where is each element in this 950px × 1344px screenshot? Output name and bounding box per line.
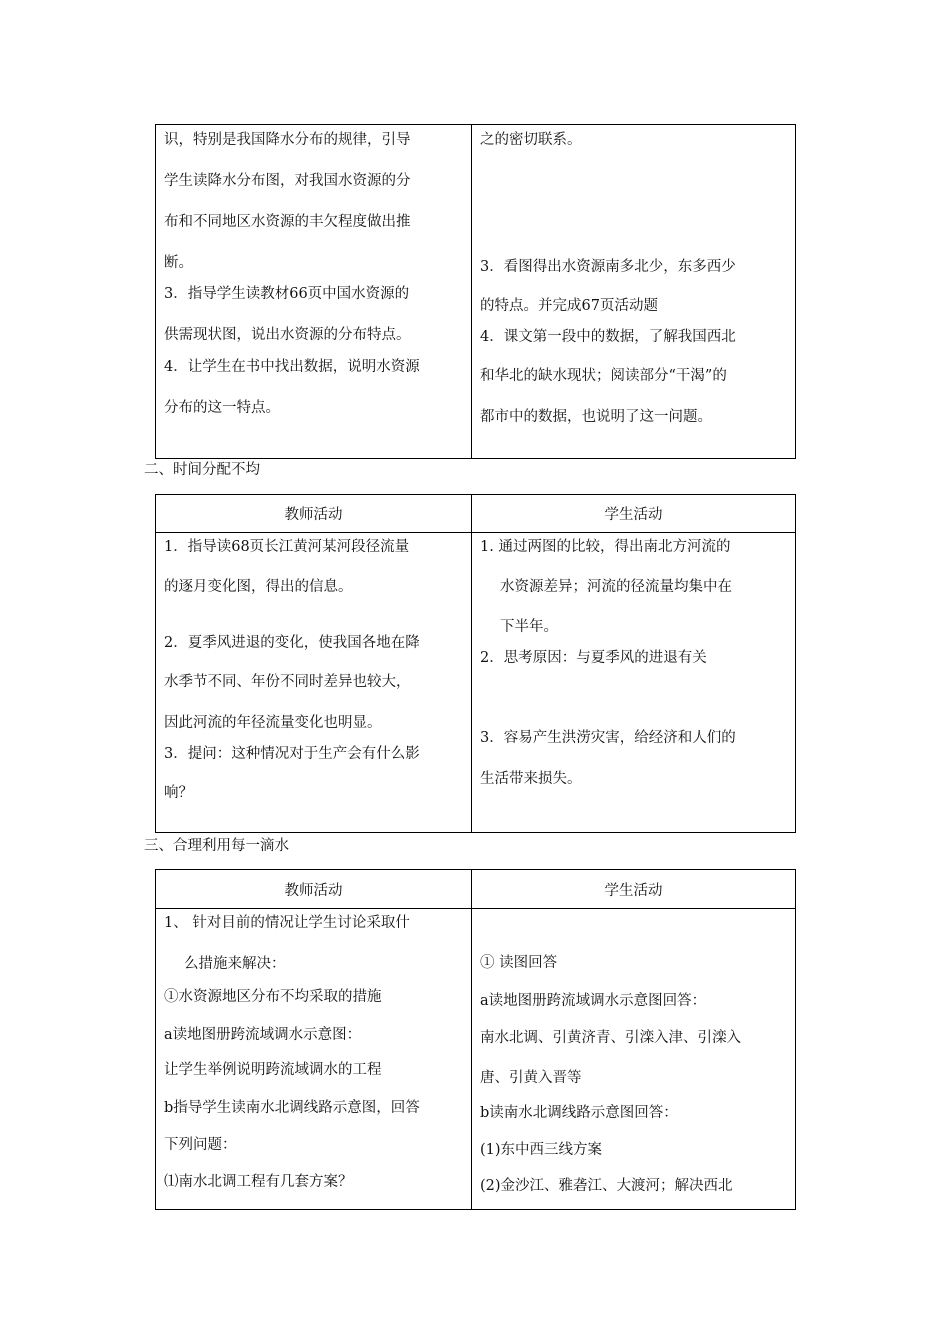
text-line: 1、 针对目前的情况让学生讨论采取什 xyxy=(164,915,410,931)
text-line: 下列问题： xyxy=(164,1137,237,1153)
text-line: b读南水北调线路示意图回答： xyxy=(480,1105,678,1121)
text-line: 1. 通过两图的比较，得出南北方河流的 xyxy=(480,539,731,555)
text-line: 3．提问：这种情况对于生产会有什么影 xyxy=(164,746,420,762)
text-line: 学生读降水分布图，对我国水资源的分 xyxy=(164,173,411,189)
table-time-distribution xyxy=(155,494,796,833)
text-line: 2．夏季风进退的变化，使我国各地在降 xyxy=(164,635,420,651)
table-continued xyxy=(155,124,796,459)
text-line: (2)金沙江、雅砻江、大渡河；解决西北 xyxy=(480,1178,733,1194)
text-line: 3．容易产生洪涝灾害，给经济和人们的 xyxy=(480,730,736,746)
section-heading: 三、合理利用每一滴水 xyxy=(144,838,289,854)
text-line: 响？ xyxy=(164,785,193,801)
text-line: 生活带来损失。 xyxy=(480,771,582,787)
student-activity-cell xyxy=(472,533,795,832)
text-line: ⑴南水北调工程有几套方案？ xyxy=(164,1174,353,1190)
text-line: 布和不同地区水资源的丰欠程度做出推 xyxy=(164,214,411,230)
student-activity-cell xyxy=(472,909,795,1209)
text-line: 因此河流的年径流量变化也明显。 xyxy=(164,715,382,731)
text-line: 3．看图得出水资源南多北少，东多西少 xyxy=(480,259,736,275)
text-line: 水季节不同、年份不同时差异也较大， xyxy=(164,674,411,690)
text-line: 3．指导学生读教材66页中国水资源的 xyxy=(164,286,410,302)
header-teacher-activity: 教师活动 xyxy=(156,870,472,908)
text-line: ① 读图回答 xyxy=(480,955,558,971)
text-line: 2．思考原因：与夏季风的进退有关 xyxy=(480,650,707,666)
text-line: 的逐月变化图，得出的信息。 xyxy=(164,579,353,595)
text-line: 1．指导读68页长江黄河某河段径流量 xyxy=(164,539,410,555)
text-line: 供需现状图，说出水资源的分布特点。 xyxy=(164,327,411,343)
text-line: 4．课文第一段中的数据，了解我国西北 xyxy=(480,329,736,345)
teacher-activity-cell xyxy=(156,909,472,1209)
table-rational-use xyxy=(155,869,796,1210)
text-line: 和华北的缺水现状；阅读部分“干渴”的 xyxy=(480,368,727,384)
section-heading: 二、时间分配不均 xyxy=(144,462,260,478)
text-line: 之的密切联系。 xyxy=(480,132,582,148)
header-student-activity: 学生活动 xyxy=(604,882,663,899)
header-student-activity: 学生活动 xyxy=(604,507,663,523)
header-teacher-activity: 教师活动 xyxy=(156,495,472,532)
teacher-activity-cell xyxy=(156,533,472,832)
text-line: ①水资源地区分布不均采取的措施 xyxy=(164,989,382,1005)
text-line: 分布的这一特点。 xyxy=(164,400,280,416)
text-line: 让学生举例说明跨流域调水的工程 xyxy=(164,1062,382,1078)
text-line: 水资源差异；河流的径流量均集中在 xyxy=(500,579,732,595)
text-line: 都市中的数据，也说明了这一问题。 xyxy=(480,409,712,425)
text-line: (1)东中西三线方案 xyxy=(480,1142,603,1158)
text-line: a读地图册跨流域调水示意图回答： xyxy=(480,993,707,1009)
text-line: b指导学生读南水北调线路示意图，回答 xyxy=(164,1100,420,1116)
text-line: a读地图册跨流域调水示意图： xyxy=(164,1027,362,1043)
text-line: 识，特别是我国降水分布的规律，引导 xyxy=(164,132,411,148)
text-line: 下半年。 xyxy=(500,619,558,635)
text-line: 南水北调、引黄济青、引滦入津、引滦入 xyxy=(480,1030,741,1046)
text-line: 么措施来解决： xyxy=(184,956,286,972)
text-line: 断。 xyxy=(164,255,193,271)
text-line: 4．让学生在书中找出数据，说明水资源 xyxy=(164,359,420,375)
student-activity-cell xyxy=(472,125,795,458)
text-line: 的特点。并完成67页活动题 xyxy=(480,298,658,314)
text-line: 唐、引黄入晋等 xyxy=(480,1070,582,1086)
teacher-activity-cell xyxy=(156,125,472,458)
